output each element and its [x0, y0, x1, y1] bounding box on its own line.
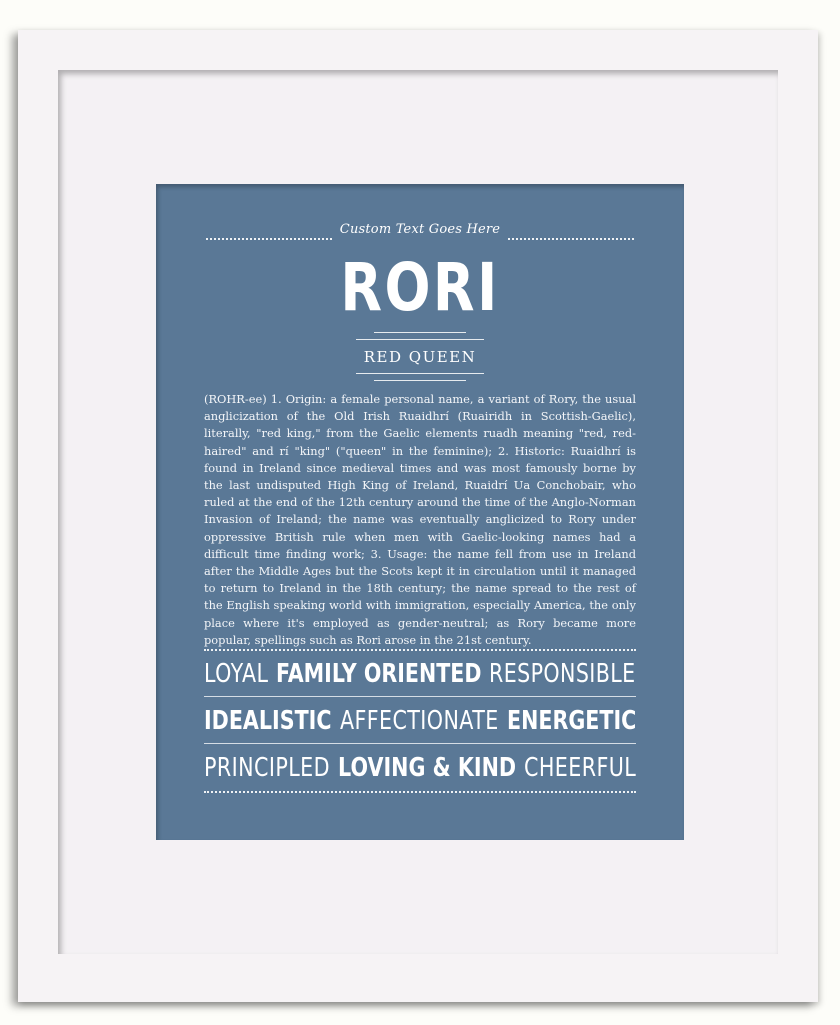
meaning-rule-bottom	[374, 380, 466, 381]
name-poster	[156, 184, 684, 840]
trait-separator	[204, 696, 636, 697]
name-meaning: RED QUEEN	[363, 348, 477, 366]
trait: CHEERFUL	[523, 753, 637, 783]
trait-line-2	[204, 703, 636, 739]
meaning-rule-top	[356, 373, 484, 374]
dotted-divider-traits-bottom	[204, 791, 636, 793]
trait: AFFECTIONATE	[339, 706, 499, 736]
trait: LOYAL	[204, 659, 269, 689]
trait: IDEALISTIC	[204, 706, 332, 736]
trait: RESPONSIBLE	[489, 659, 637, 689]
name-rule-top	[374, 332, 466, 333]
trait: ENERGETIC	[506, 706, 636, 736]
poster-name: RORI	[340, 249, 500, 326]
dotted-divider-right	[508, 238, 634, 240]
picture-frame	[18, 30, 818, 1002]
custom-text: Custom Text Goes Here	[339, 222, 501, 237]
name-definition: (ROHR-ee) 1. Origin: a female personal name, a variant of Rory, the usual anglicization of the Old Irish Ruaidhrí (Ruairidh in Scottish-Gaelic), literally, "red king," from the Gaelic elements ruadh meaning "red, red-haired" and rí "king" ("queen" in the feminine); 2. Historic: Ruaidhrí is found in Ireland since medieval times and was most famously borne by the last undisputed High King of Ireland, Ruaidrí Ua Conchobair, who ruled at the end of the 12th century around the time of the Anglo-Norman Invasion of Ireland; the name was eventually anglicized to Rory under oppressive British rule when men with Gaelic-looking names had a difficult time finding work; 3. Usage: the name fell from use in Ireland after the Middle Ages but the Scots kept it in circulation until it managed to return to Ireland in the 18th century; the name spread to the rest of the English speaking world with immigration, especially America, the only place where it's employed as gender-neutral; as Rory became more popular, spellings such as Rori arose in the 21st century.	[204, 392, 636, 647]
dotted-divider-left	[206, 238, 332, 240]
frame-mat	[58, 70, 778, 954]
trait-separator	[204, 743, 636, 744]
trait: FAMILY ORIENTED	[276, 659, 482, 689]
trait-line-1	[204, 656, 636, 692]
dotted-divider-traits-top	[204, 649, 636, 651]
name-rule-bottom	[356, 339, 484, 340]
trait: LOVING & KIND	[337, 753, 516, 783]
trait-line-3	[204, 750, 636, 786]
trait: PRINCIPLED	[204, 753, 330, 783]
